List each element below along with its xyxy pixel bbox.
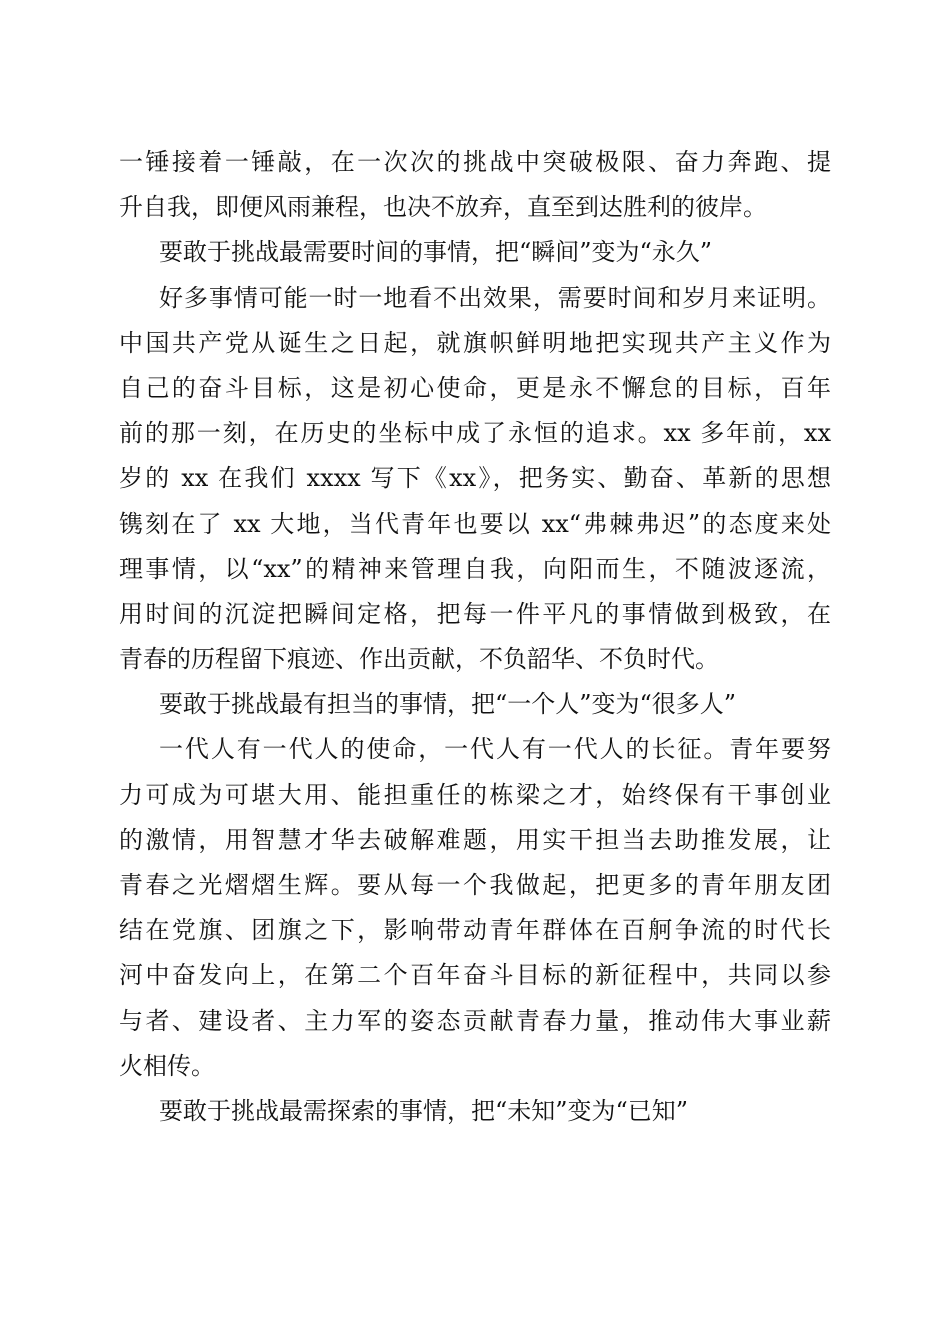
section-heading: 要敢于挑战最需要时间的事情，把“瞬间”变为“永久” <box>159 238 713 267</box>
paragraph-line: 中国共产党从诞生之日起，就旗帜鲜明地把实现共产主义作为 <box>119 328 831 357</box>
paragraph-line: 的激情，用智慧才华去破解难题，用实干担当去助推发展，让 <box>119 825 831 854</box>
paragraph-line: 河中奋发向上，在第二个百年奋斗目标的新征程中，共同以参 <box>119 961 831 990</box>
paragraph-line: 理事情，以“xx”的精神来管理自我，向阳而生，不随波逐流， <box>119 554 831 583</box>
paragraph-line: 与者、建设者、主力军的姿态贡献青春力量，推动伟大事业薪 <box>119 1006 831 1035</box>
paragraph-line: 自己的奋斗目标，这是初心使命，更是永不懈怠的目标，百年 <box>119 373 831 402</box>
paragraph-line: 升自我，即便风雨兼程，也决不放弃，直至到达胜利的彼岸。 <box>119 193 767 222</box>
paragraph-line: 好多事情可能一时一地看不出效果，需要时间和岁月来证明。 <box>159 283 831 312</box>
section-heading: 要敢于挑战最有担当的事情，把“一个人”变为“很多人” <box>159 690 737 719</box>
paragraph-line: 岁的 xx 在我们 xxxx 写下《xx》，把务实、勤奋、革新的思想 <box>119 464 831 493</box>
paragraph-line: 一锤接着一锤敲，在一次次的挑战中突破极限、奋力奔跑、提 <box>119 148 831 176</box>
paragraph-line: 火相传。 <box>119 1051 215 1080</box>
paragraph-line: 力可成为可堪大用、能担重任的栋梁之才，始终保有干事创业 <box>119 780 831 809</box>
paragraph-line: 前的那一刻，在历史的坐标中成了永恒的追求。xx 多年前，xx <box>119 419 831 448</box>
paragraph-line: 青春的历程留下痕迹、作出贡献，不负韶华、不负时代。 <box>119 645 719 674</box>
paragraph-line: 镌刻在了 xx 大地，当代青年也要以 xx“弗棘弗迟”的态度来处 <box>119 509 831 538</box>
paragraph-line: 青春之光熠熠生辉。要从每一个我做起，把更多的青年朋友团 <box>119 871 831 899</box>
paragraph-line: 一代人有一代人的使命，一代人有一代人的长征。青年要努 <box>159 735 831 764</box>
paragraph-line: 结在党旗、团旗之下，影响带动青年群体在百舸争流的时代长 <box>119 916 831 945</box>
section-heading: 要敢于挑战最需探索的事情，把“未知”变为“已知” <box>159 1096 689 1125</box>
paragraph-line: 用时间的沉淀把瞬间定格，把每一件平凡的事情做到极致，在 <box>119 599 831 628</box>
document-body <box>119 140 831 1134</box>
